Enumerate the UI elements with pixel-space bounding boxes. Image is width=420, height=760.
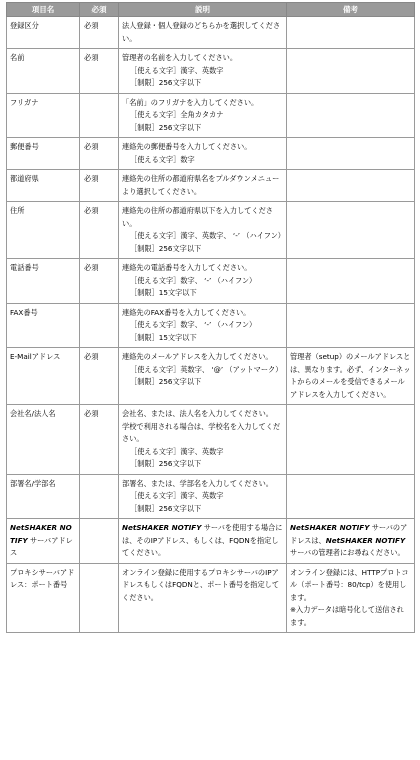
description-line: 「名前」のフリガナを入力してください。: [122, 97, 259, 107]
description-cell: [119, 405, 287, 475]
item-name: FAX番号: [7, 303, 80, 348]
allowed-characters: ［使える文字］数字、 ‘-’ （ハイフン）: [130, 275, 257, 285]
table-row: [7, 138, 415, 170]
length-limit: ［制限］256文字以下: [130, 459, 202, 468]
table-row: [7, 202, 415, 259]
required-mark: [80, 303, 119, 348]
description-line: 管理者の名前を入力してください。: [122, 53, 238, 62]
allowed-characters: ［使える文字］漢字、英数字: [130, 491, 224, 500]
allowed-characters: ［使える文字］全角カタカナ: [130, 110, 224, 119]
required-mark: 必須: [80, 170, 119, 202]
table-row: [7, 93, 415, 138]
required-mark: [80, 519, 119, 564]
item-name: [7, 519, 80, 564]
required-mark: [80, 474, 119, 519]
description-line: サーバを使用する場合には、そのIPアドレス、もしくは、FQDNを指定してください。: [122, 523, 283, 557]
description-cell: [119, 303, 287, 348]
note-text: ※入力データは暗号化して送信されます。: [290, 605, 404, 627]
notes-cell: [287, 138, 415, 170]
description-cell: [119, 348, 287, 405]
notes-cell: [287, 474, 415, 519]
item-name: 部署名/学部名: [7, 474, 80, 519]
length-limit: ［制限］15文字以下: [130, 332, 197, 342]
table-row: [7, 405, 415, 475]
description-cell: [119, 17, 287, 49]
table-row: [7, 259, 415, 304]
length-limit: ［制限］256文字以下: [130, 503, 202, 513]
required-mark: 必須: [80, 405, 119, 475]
description-cell: [119, 138, 287, 170]
required-mark: 必須: [80, 49, 119, 94]
description-line: 会社名、または、法人名を入力してください。: [122, 409, 273, 418]
description-line: 連絡先のメールアドレスを入力してください。: [122, 352, 273, 361]
product-name: NetSHAKER NOTIFY: [290, 523, 370, 532]
item-name-rest: サーバアドレス: [10, 535, 73, 557]
description-line: 連絡先の郵便番号を入力してください。: [122, 142, 252, 151]
notes-cell: [287, 348, 415, 405]
allowed-characters: ［使える文字］漢字、英数字: [130, 65, 224, 75]
description-cell: [119, 170, 287, 202]
description-cell: [119, 474, 287, 519]
description-line: 連絡先のFAX番号を入力してください。: [122, 307, 251, 317]
item-name: プロキシサーバアドレス：ポート番号: [7, 563, 80, 633]
item-name: E-Mailアドレス: [7, 348, 80, 405]
item-name: 郵便番号: [7, 138, 80, 170]
required-mark: [80, 563, 119, 633]
description-cell: [119, 93, 287, 138]
description-line: 連絡先の住所の都道府県以下を入力してください。: [122, 206, 273, 228]
length-limit: ［制限］15文字以下: [130, 288, 197, 297]
note-text: サーバのアドレスは、: [290, 523, 408, 545]
description-cell: [119, 259, 287, 304]
required-mark: 必須: [80, 202, 119, 259]
notes-cell: [287, 405, 415, 475]
notes-cell: [287, 259, 415, 304]
notes-cell: [287, 170, 415, 202]
length-limit: ［制限］256文字以下: [130, 122, 202, 132]
description-line: 学校で利用される場合は、学校名を入力してください。: [122, 421, 281, 443]
item-name: 登録区分: [7, 17, 80, 49]
notes-cell: [287, 563, 415, 633]
header-notes: 備考: [287, 3, 415, 17]
allowed-characters: ［使える文字］数字、 ‘-’ （ハイフン）: [130, 320, 257, 329]
table-row: [7, 348, 415, 405]
description-line: 法人登録・個人登録のどちらかを選択してください。: [122, 21, 281, 43]
description-line: 連絡先の住所の都道府県名をプルダウンメニューより選択してください。: [122, 174, 280, 196]
description-line: オンライン登録に使用するプロキシサーバのIPアドレスもしくはFQDNと、ポート番号を指定してください。: [122, 567, 280, 602]
product-name: NetSHAKER NOTIFY: [325, 535, 406, 545]
description-cell: [119, 519, 287, 564]
notes-cell: [287, 202, 415, 259]
registration-fields-table: [6, 2, 415, 633]
item-name: フリガナ: [7, 93, 80, 138]
table-row: [7, 474, 415, 519]
header-row: [7, 3, 415, 17]
item-name: 名前: [7, 49, 80, 94]
description-line: 連絡先の電話番号を入力してください。: [122, 263, 252, 272]
note-text: オンライン登録には、HTTPプロトコル（ポート番号：80/tcp）を使用します。: [290, 567, 409, 602]
required-mark: 必須: [80, 348, 119, 405]
required-mark: 必須: [80, 138, 119, 170]
length-limit: ［制限］256文字以下: [130, 377, 202, 386]
allowed-characters: ［使える文字］英数字、 ‘@’ （アットマーク）: [130, 364, 283, 374]
item-name: 住所: [7, 202, 80, 259]
allowed-characters: ［使える文字］数字: [130, 154, 195, 164]
required-mark: [80, 93, 119, 138]
table-row: [7, 303, 415, 348]
header-description: 説明: [119, 3, 287, 17]
table-row: [7, 519, 415, 564]
description-cell: [119, 563, 287, 633]
table-row: [7, 563, 415, 633]
allowed-characters: ［使える文字］漢字、英数字、 ‘-’ （ハイフン）: [130, 231, 285, 240]
description-cell: [119, 49, 287, 94]
item-name: 都道府県: [7, 170, 80, 202]
notes-cell: [287, 93, 415, 138]
description-cell: [119, 202, 287, 259]
notes-cell: [287, 49, 415, 94]
note-text: 管理者（setup）のメールアドレスとは、異なります。必ず、インターネットからのメールを受信できるメールアドレスを入力してください。: [290, 352, 411, 399]
length-limit: ［制限］256文字以下: [130, 78, 202, 87]
product-name: NetSHAKER NOTIFY: [10, 523, 72, 545]
length-limit: ［制限］256文字以下: [130, 243, 202, 253]
table-row: [7, 17, 415, 49]
table-row: [7, 170, 415, 202]
description-line: 部署名、または、学部名を入力してください。: [122, 478, 273, 488]
header-required: 必須: [80, 3, 119, 17]
item-name: 電話番号: [7, 259, 80, 304]
product-name: NetSHAKER NOTIFY: [122, 523, 202, 532]
notes-cell: [287, 17, 415, 49]
required-mark: 必須: [80, 17, 119, 49]
notes-cell: [287, 519, 415, 564]
allowed-characters: ［使える文字］漢字、英数字: [130, 446, 224, 456]
note-text: サーバの管理者にお尋ねください。: [290, 548, 405, 557]
notes-cell: [287, 303, 415, 348]
table-row: [7, 49, 415, 94]
item-name: 会社名/法人名: [7, 405, 80, 475]
required-mark: 必須: [80, 259, 119, 304]
header-item-name: 項目名: [7, 3, 80, 17]
